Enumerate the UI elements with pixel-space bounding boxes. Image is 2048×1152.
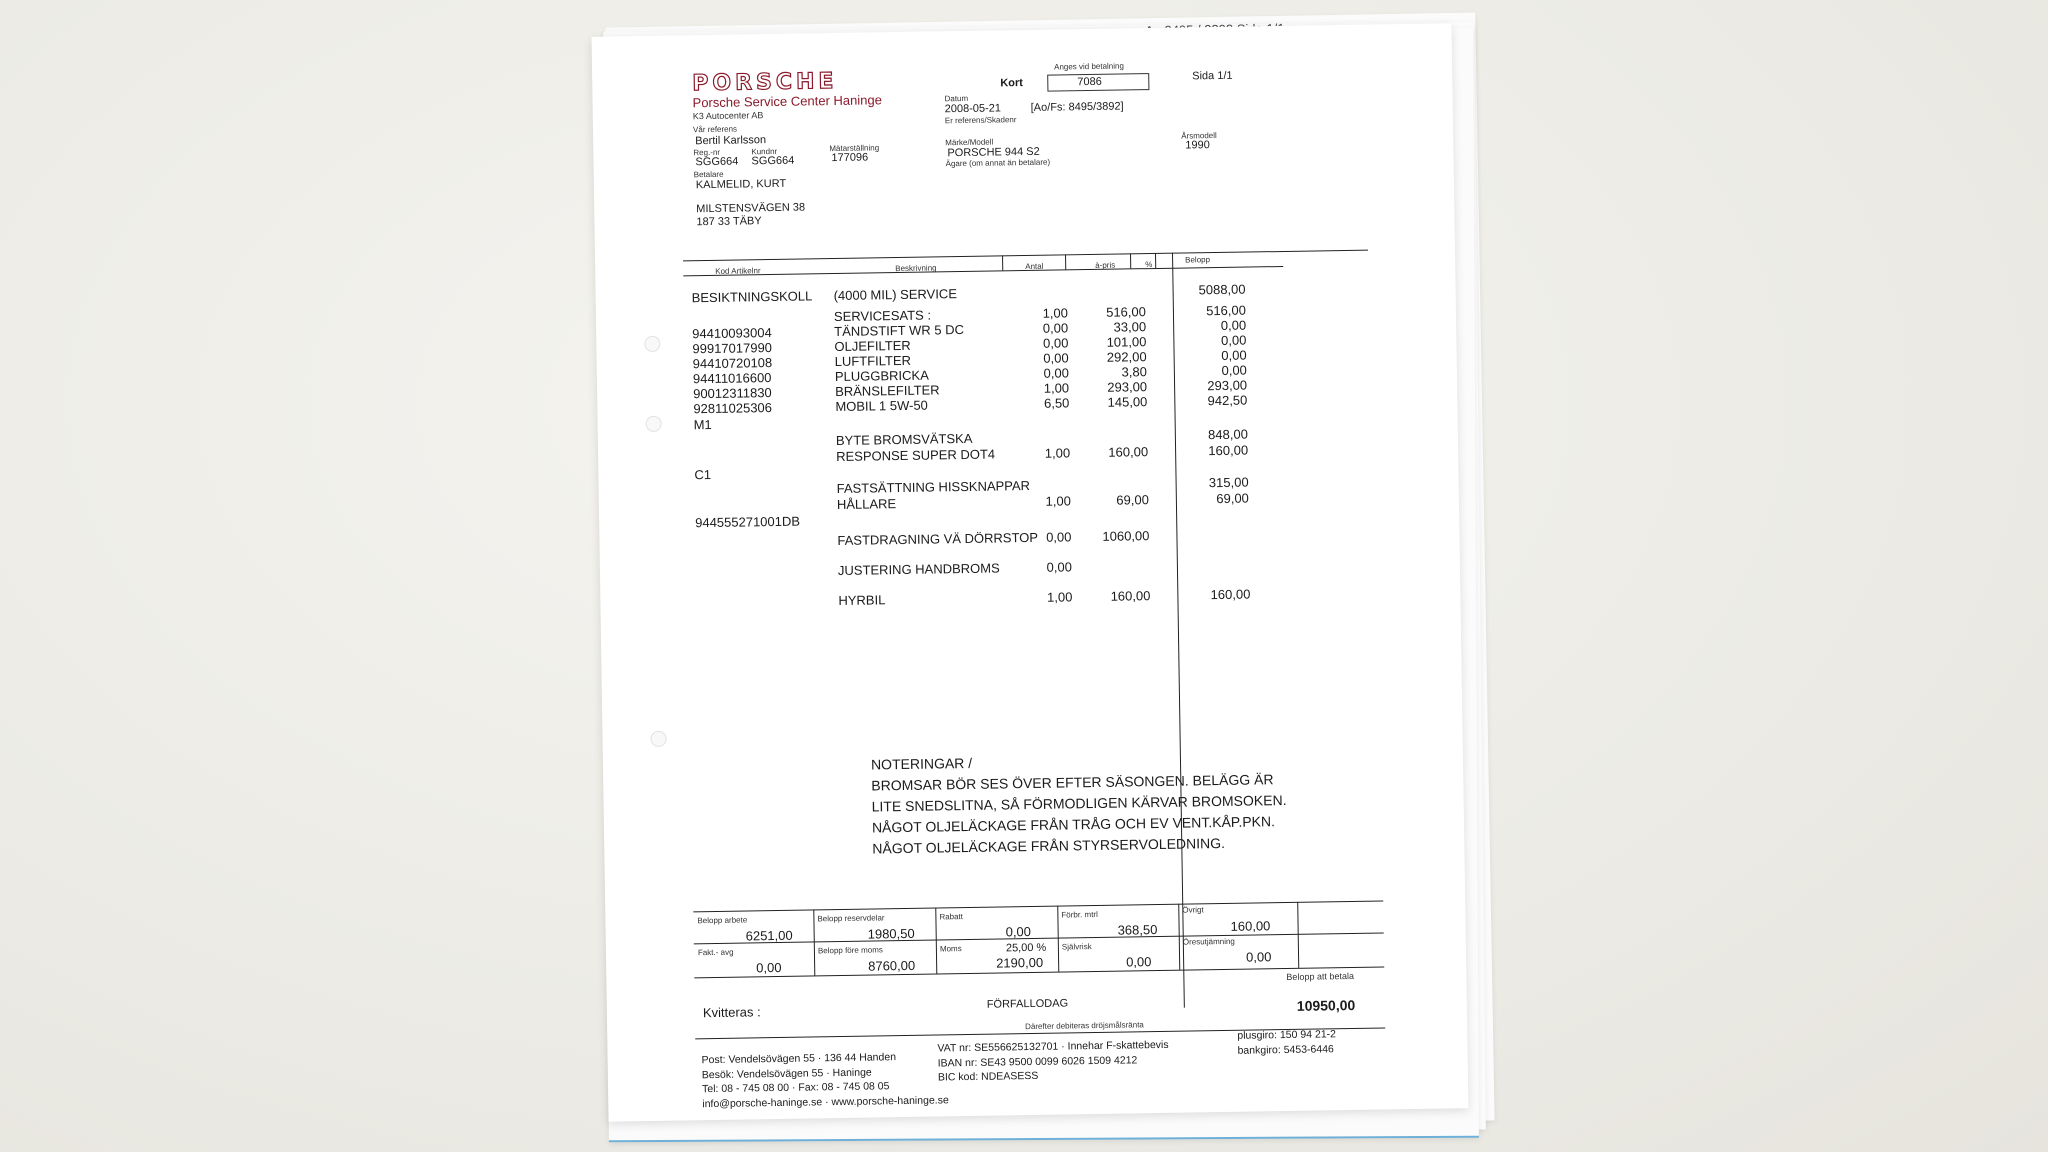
row-quantity: [1019, 509, 1071, 510]
row-description: BYTE BROMSVÄTSKA: [835, 430, 973, 449]
model-year: 1990: [1185, 139, 1210, 152]
kundnr: SGG664: [751, 154, 795, 168]
row-quantity: 6,50: [1043, 395, 1070, 411]
row-unit-price: 69,00: [1116, 492, 1149, 508]
row-unit-price: [1087, 476, 1149, 477]
car-model: PORSCHE 944 S2: [947, 145, 1040, 160]
model-label: Märke/Modell: [945, 137, 994, 148]
footer-visit: Besök: Vendelsövägen 55 · Haninge: [701, 1066, 872, 1081]
regnr-label: Reg.-nr: [693, 147, 721, 158]
ao-fs-number: [Ao/Fs: 8495/3892]: [1030, 100, 1124, 114]
column-header-price: à-pris: [1095, 260, 1116, 270]
footer-giro-block: [1237, 1027, 1336, 1058]
row-amount: 69,00: [1216, 490, 1249, 507]
row-description: FASTDRAGNING VÄ DÖRRSTOP: [837, 529, 1039, 549]
footer-bic: BIC kod: NDEASESS: [937, 1069, 1039, 1084]
row-amount: [1169, 409, 1247, 410]
row-code: 94410720108: [692, 355, 773, 372]
row-description: PLUGGBRICKA: [834, 367, 929, 385]
punch-hole: [650, 731, 666, 747]
payer-address-line1: MILSTENSVÄGEN 38: [696, 201, 806, 216]
discount-label: Rabatt: [939, 912, 964, 922]
row-code: 90012311830: [693, 385, 772, 402]
row-amount: 848,00: [1207, 426, 1248, 443]
company-name: K3 Autocenter AB: [692, 110, 764, 122]
other-label: Övrigt: [1182, 905, 1204, 915]
row-code: BESIKTNINGSKOLL: [691, 288, 813, 306]
meter-value: 177096: [831, 151, 869, 165]
date-label: Datum: [944, 93, 969, 104]
owner-label: Ägare (om annat än betalare): [945, 157, 1051, 169]
notes-line: BROMSAR BÖR SES ÖVER EFTER SÄSONGEN. BELÄGG ÄR: [871, 771, 1274, 794]
pre-vat-label: Belopp före moms: [817, 945, 883, 956]
due-date-label: FÖRFALLODAG: [986, 997, 1069, 1011]
row-description: LUFTFILTER: [834, 352, 912, 370]
col-divider-4: [1155, 253, 1156, 268]
row-amount: 942,50: [1207, 392, 1248, 409]
row-quantity: 0,00: [1043, 365, 1069, 381]
kvitteras-label: Kvitteras :: [702, 1004, 761, 1021]
year-label: Årsmodell: [1181, 131, 1217, 141]
row-unit-price: 293,00: [1107, 379, 1148, 395]
column-header-qty: Antal: [1025, 261, 1044, 272]
row-amount: [1171, 527, 1249, 528]
row-unit-price: 160,00: [1110, 588, 1151, 604]
row-quantity: [1018, 429, 1070, 430]
row-unit-price: 516,00: [1106, 304, 1147, 320]
row-amount: 5088,00: [1198, 281, 1246, 298]
row-unit-price: 160,00: [1108, 444, 1149, 460]
column-header-amount: Belopp: [1185, 255, 1211, 265]
row-description: TÄNDSTIFT WR 5 DC: [834, 322, 965, 340]
row-quantity: 0,00: [1046, 529, 1072, 545]
excess-label: Självrisk: [1061, 942, 1092, 952]
notes-block: [871, 748, 1288, 860]
row-code: 94411016600: [692, 370, 772, 387]
row-amount: 160,00: [1210, 586, 1251, 603]
row-amount: 0,00: [1220, 332, 1247, 348]
row-quantity: 1,00: [1045, 493, 1071, 509]
meter-label: Mätarställning: [829, 143, 880, 154]
payer-address-line2: 187 33 TÄBY: [696, 215, 762, 229]
footer-web: info@porsche-haninge.se · www.porsche-haninge.se: [702, 1093, 949, 1110]
parts-label: Belopp reservdelar: [817, 913, 885, 924]
fee-label: Fakt.- avg: [697, 947, 734, 958]
porsche-logo: PORSCHE: [692, 68, 838, 97]
regnr: SGG664: [695, 155, 739, 169]
row-amount: 0,00: [1220, 317, 1247, 333]
column-header-code: Kod Artikelnr: [715, 266, 761, 276]
page-number: Sida 1/1: [1192, 69, 1233, 83]
row-unit-price: [1085, 410, 1147, 411]
row-quantity: 1,00: [1043, 380, 1070, 396]
dealer-name: Porsche Service Center Haninge: [692, 92, 883, 111]
col-divider-2: [1065, 254, 1066, 269]
consumables-amount: 368,50: [1117, 922, 1158, 938]
row-amount: [1170, 459, 1248, 460]
row-quantity: 0,00: [1042, 320, 1069, 336]
row-amount: 293,00: [1207, 377, 1248, 394]
punch-hole: [644, 336, 660, 352]
row-unit-price: [1083, 283, 1145, 284]
your-ref-label: Er referens/Skadenr: [944, 115, 1017, 126]
row-description: JUSTERING HANDBROMS: [837, 560, 1000, 579]
row-unit-price: 3,80: [1121, 364, 1147, 380]
row-amount: 516,00: [1206, 302, 1247, 319]
parts-amount: 1980,50: [867, 925, 915, 942]
fee-amount: 0,00: [756, 959, 782, 976]
row-quantity: 0,00: [1042, 335, 1069, 351]
footer-vat: VAT nr: SE556625132701 · Innehar F-skattebevis: [937, 1038, 1169, 1055]
punch-hole: [645, 416, 661, 432]
row-quantity: [1018, 461, 1070, 462]
footer-address-block: [702, 1049, 949, 1111]
footer-post: Post: Vendelsövägen 55 · 136 44 Handen: [701, 1051, 897, 1067]
footer-iban: IBAN nr: SE43 9500 0099 6026 1509 4212: [937, 1053, 1138, 1070]
notes-line: LITE SNEDSLITNA, SÅ FÖRMODLIGEN KÄRVAR BROMSOKEN.: [871, 791, 1287, 815]
row-amount: 315,00: [1208, 474, 1249, 491]
payer-name: KALMELID, KURT: [695, 177, 787, 192]
our-ref: Bertil Karlsson: [695, 134, 767, 148]
row-unit-price: 33,00: [1113, 319, 1147, 335]
vat-label: Moms: [939, 944, 962, 954]
row-amount: [1172, 557, 1250, 558]
invoice-page: [592, 23, 1469, 1121]
notes-heading: NOTERINGAR /: [870, 754, 973, 773]
row-code: 94410093004: [692, 325, 772, 342]
row-code: M1: [693, 416, 712, 433]
totals-col-rule: [1057, 906, 1059, 972]
row-unit-price: [1086, 460, 1148, 461]
footer-bank-block: [937, 1038, 1169, 1085]
row-quantity: 0,00: [1046, 559, 1073, 575]
row-code: 944555271001DB: [695, 513, 801, 531]
col-divider-1: [1002, 255, 1003, 270]
ordering-label: Anges vid betalning: [1053, 61, 1124, 72]
row-quantity: 1,00: [1046, 589, 1073, 605]
row-description: MOBIL 1 5W-50: [835, 397, 928, 415]
totals-col-rule: [935, 908, 937, 974]
rounding-amount: 0,00: [1245, 949, 1272, 965]
row-amount: [1171, 507, 1249, 508]
footer-plusgiro: plusgiro: 150 94 21-2: [1237, 1028, 1337, 1042]
row-description: SERVICESATS :: [833, 307, 932, 325]
total-to-pay: 10950,00: [1296, 996, 1356, 1014]
row-unit-price: 292,00: [1106, 349, 1147, 365]
footer-phone: Tel: 08 - 745 08 00 · Fax: 08 - 745 08 05: [701, 1080, 890, 1096]
excess-amount: 0,00: [1126, 954, 1152, 970]
footer-bankgiro: bankgiro: 5453-6446: [1237, 1042, 1334, 1057]
pre-vat-amount: 8760,00: [868, 957, 916, 974]
row-quantity: [1015, 284, 1067, 285]
kort-label: Kort: [1000, 77, 1024, 90]
kundnr-label: Kundnr: [751, 146, 778, 157]
our-ref-label: Vår referens: [692, 124, 738, 135]
row-quantity: 1,00: [1042, 305, 1069, 321]
row-unit-price: [1087, 508, 1149, 509]
row-amount: 0,00: [1221, 347, 1247, 363]
row-code: 99917017990: [692, 340, 773, 357]
payer-label: Betalare: [693, 169, 724, 180]
discount-amount: 0,00: [1005, 924, 1032, 940]
notes-line: NÅGOT OLJELÄCKAGE FRÅN STYRSERVOLEDNING.: [872, 834, 1226, 857]
row-quantity: 1,00: [1044, 445, 1071, 461]
rounding-label: Öresutjämning: [1182, 936, 1235, 947]
pay-label: Belopp att betala: [1286, 970, 1355, 983]
interest-note: Därefter debiteras dröjsmålsränta: [1025, 1020, 1144, 1032]
row-description: BRÄNSLEFILTER: [835, 382, 940, 400]
column-header-pct: %: [1145, 260, 1153, 270]
row-unit-price: 145,00: [1107, 394, 1148, 410]
row-amount: 160,00: [1208, 442, 1249, 459]
row-code: 92811025306: [693, 400, 773, 417]
other-amount: 160,00: [1230, 918, 1271, 934]
row-quantity: 0,00: [1043, 350, 1069, 366]
kort-value: 7086: [1077, 75, 1102, 89]
row-description: FASTSÄTTNING HISSKNAPPAR: [836, 477, 1031, 497]
col-divider-3: [1130, 253, 1131, 268]
notes-line: NÅGOT OLJELÄCKAGE FRÅN TRÅG OCH EV VENT.KÅP.PKN.: [871, 813, 1276, 836]
row-unit-price: [1088, 558, 1150, 559]
row-description: (4000 MIL) SERVICE: [833, 286, 958, 304]
vat-rate: 25,00 %: [1005, 941, 1047, 955]
invoice-date: 2008-05-21: [944, 102, 1002, 116]
labor-label: Belopp arbete: [697, 915, 748, 926]
row-code: C1: [694, 466, 712, 483]
row-description: HÅLLARE: [836, 496, 897, 513]
row-amount: 0,00: [1221, 362, 1247, 378]
row-unit-price: 1060,00: [1102, 528, 1150, 544]
row-description: HYRBIL: [838, 592, 886, 609]
row-quantity: [1017, 411, 1069, 412]
totals-col-rule: [1297, 902, 1299, 968]
row-description: RESPONSE SUPER DOT4: [836, 446, 996, 465]
vat-amount: 2190,00: [996, 954, 1044, 971]
column-header-desc: Beskrivning: [895, 263, 937, 274]
row-description: OLJEFILTER: [834, 337, 911, 355]
consumables-label: Förbr. mtrl: [1061, 909, 1098, 920]
row-unit-price: [1086, 428, 1148, 429]
table-header-rule: [683, 266, 1283, 276]
row-unit-price: 101,00: [1106, 334, 1147, 350]
labor-amount: 6251,00: [745, 927, 793, 944]
